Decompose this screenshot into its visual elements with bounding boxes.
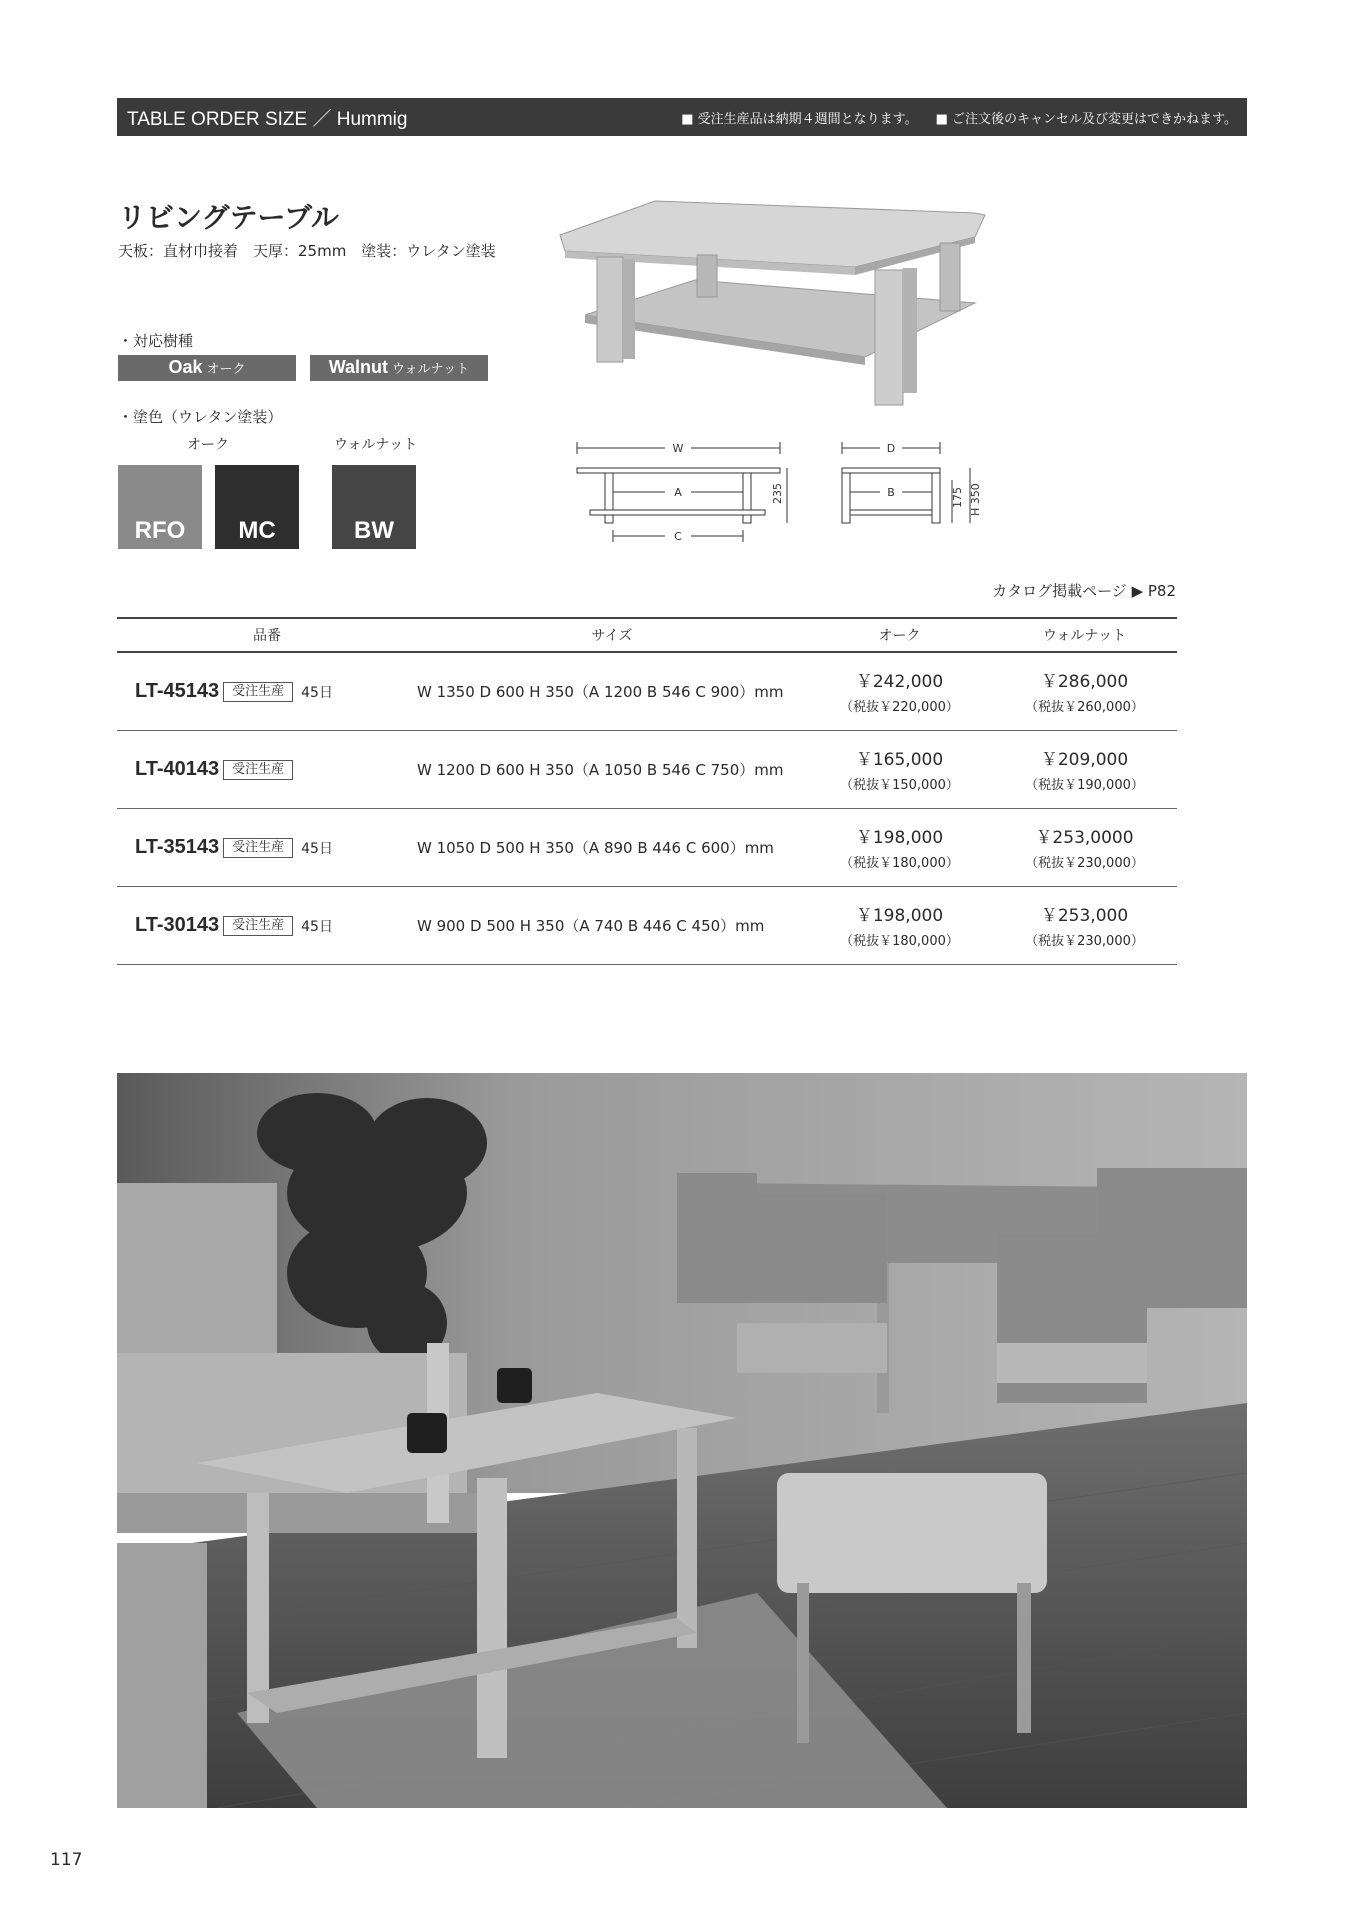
dim-a: A — [674, 486, 682, 499]
wood-tag-oak — [118, 355, 296, 381]
size-cell: W 1350 D 600 H 350（A 1200 B 546 C 900）mm — [417, 682, 784, 701]
wood-tag-walnut-jp: ウォルナット — [392, 362, 470, 377]
header-size: サイズ — [591, 628, 633, 644]
oak-price: ￥198,000 — [855, 828, 944, 848]
finish-walnut-label: ウォルナット — [334, 437, 418, 453]
oak-price-ex-tax: （税抜￥220,000） — [840, 700, 959, 716]
dim-d: D — [886, 442, 896, 455]
living-room-scene — [117, 1073, 1247, 1808]
dim-b: B — [887, 486, 895, 499]
walnut-price: ￥286,000 — [1040, 672, 1129, 693]
swatch-bw — [332, 465, 416, 549]
wood-species-label: ・対応樹種 — [118, 332, 194, 350]
walnut-price-ex-tax: （税抜￥260,000） — [1025, 700, 1144, 716]
header-note-cancel: ■ ご注文後のキャンセル及び変更はできかねます。 — [935, 111, 1237, 127]
price-table-header — [117, 618, 1177, 652]
dim-235: 235 — [771, 483, 784, 504]
order-badge: 受注生産 — [223, 760, 293, 780]
dim-c: C — [674, 530, 682, 543]
order-badge: 受注生産 — [223, 916, 293, 936]
walnut-price-ex-tax: （税抜￥190,000） — [1025, 778, 1144, 793]
walnut-price-ex-tax: （税抜￥230,000） — [1025, 856, 1144, 871]
front-dimension-diagram — [575, 438, 790, 553]
header-note-lead-time: ■ 受注生産品は納期４週間となります。 — [681, 111, 918, 127]
header-walnut: ウォルナット — [1042, 628, 1127, 644]
wood-tag-oak-jp: オーク — [206, 362, 246, 377]
dim-w: W — [672, 442, 684, 455]
header-title: TABLE ORDER SIZE ／ Hummig — [127, 108, 408, 130]
walnut-price-ex-tax: （税抜￥230,000） — [1025, 934, 1144, 949]
product-code: LT-40143 — [135, 757, 220, 780]
size-cell: W 900 D 500 H 350（A 740 B 446 C 450）mm — [417, 916, 765, 935]
swatch-rfo — [118, 465, 202, 549]
swatch-mc-code: MC — [238, 517, 276, 544]
product-title: リビングテーブル — [118, 201, 339, 234]
page-number: 117 — [50, 1850, 83, 1870]
oak-price-ex-tax: （税抜￥150,000） — [840, 778, 959, 793]
wood-tag-oak-en: Oak — [168, 357, 203, 377]
dim-175: 175 — [951, 487, 964, 508]
header-code: 品番 — [253, 628, 281, 644]
header-notes — [681, 108, 1237, 127]
oak-price-ex-tax: （税抜￥180,000） — [840, 856, 959, 871]
size-cell: W 1050 D 500 H 350（A 890 B 446 C 600）mm — [417, 838, 774, 857]
product-code: LT-35143 — [135, 835, 220, 858]
product-code: LT-30143 — [135, 913, 220, 936]
swatch-mc — [215, 465, 299, 549]
oak-price: ￥165,000 — [855, 750, 944, 770]
price-table — [117, 617, 1177, 965]
walnut-price: ￥209,000 — [1040, 750, 1129, 770]
product-illustration — [555, 195, 995, 410]
side-dimension-diagram — [840, 438, 1000, 553]
order-badge: 受注生産 — [223, 682, 293, 702]
header-oak: オーク — [878, 628, 921, 644]
product-code: LT-45143 — [135, 679, 220, 702]
wood-tag-walnut-en: Walnut — [328, 357, 389, 377]
finish-oak-label: オーク — [187, 437, 229, 453]
table-row — [117, 652, 1177, 730]
swatch-rfo-code: RFO — [134, 517, 186, 544]
lead-days: 45日 — [301, 684, 333, 701]
dim-h350: H 350 — [969, 483, 982, 516]
header-bar — [117, 98, 1247, 136]
wood-tag-walnut — [310, 355, 488, 381]
lead-days: 45日 — [301, 918, 333, 935]
walnut-price: ￥253,000 — [1040, 906, 1129, 926]
oak-price: ￥198,000 — [855, 906, 944, 926]
table-row — [117, 808, 1177, 886]
catalog-page-reference: カタログ掲載ページ ▶ P82 — [992, 582, 1176, 600]
lifestyle-photo — [117, 1073, 1247, 1808]
lead-days: 45日 — [301, 840, 333, 857]
oak-price: ￥242,000 — [855, 672, 944, 693]
finish-label: ・塗色（ウレタン塗装） — [118, 408, 283, 426]
table-row — [117, 730, 1177, 808]
walnut-price: ￥253,0000 — [1035, 828, 1134, 848]
table-row — [117, 886, 1177, 964]
order-badge: 受注生産 — [223, 838, 293, 858]
swatch-bw-code: BW — [354, 517, 394, 544]
product-spec: 天板：直材巾接着 天厚：25mm 塗装：ウレタン塗装 — [118, 242, 496, 260]
wood-species-tags — [118, 355, 488, 381]
size-cell: W 1200 D 600 H 350（A 1050 B 546 C 750）mm — [417, 760, 784, 779]
oak-price-ex-tax: （税抜￥180,000） — [840, 934, 959, 949]
